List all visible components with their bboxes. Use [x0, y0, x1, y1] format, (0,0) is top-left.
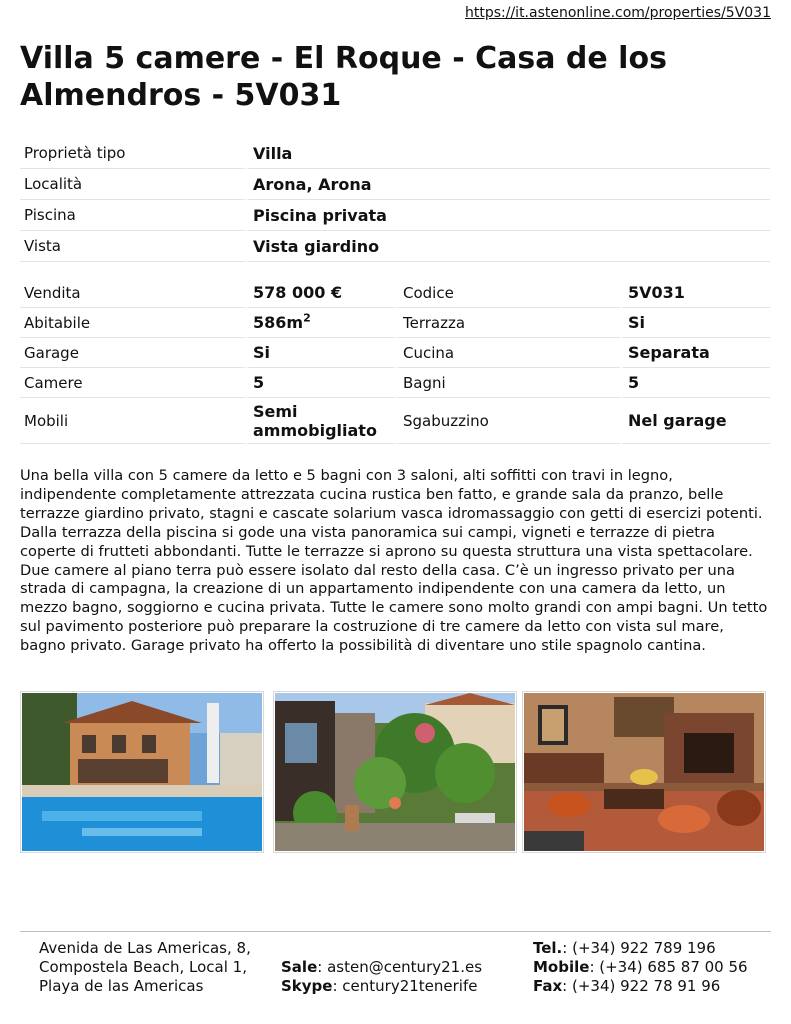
details-row	[20, 398, 770, 444]
mobile-number[interactable]: : (+34) 685 87 00 56	[589, 958, 748, 976]
garage-value: Si	[245, 338, 395, 368]
skype-label: Skype	[281, 977, 333, 995]
abitabile-label: Abitabile	[20, 308, 245, 338]
mobili-value: Semi ammobigliato	[245, 398, 395, 444]
photo-living-room[interactable]	[522, 691, 766, 853]
property-description: Una bella villa con 5 camere da letto e 5 bagni con 3 saloni, alti soffitti con travi in legno, indipendente completamente attrezzata cucina rustica ben fatto, e grande sala da pranzo, belle terrazze giardino privato, stagni e cascate solarium vasca idromassaggio con getti di esercizi potenti. Dalla terrazza della piscina si gode una vista panoramica sui campi, vigneti e terrazze di pietra coperte di frutteti abbondanti. Tutte le terrazze si aprono su questa struttura una vista spettacolare. Due camere al piano terra può essere isolato dal resto della casa. C’è un ingresso privato per una strada di campagna, la creazione di un appartamento indipendente con una camera da letto, un mezzo bagno, soggiorno e cucina privata. Tutte le camere sono molto grandi con ampi bagni. Un tetto sul pavimento posteriore può preparare la costruzione di tre camere da letto con vista sul mare, bagno privato. Garage privato ha offerto la possibilità di diventare uno stile spagnolo cantina.	[20, 467, 768, 655]
sale-email[interactable]: : asten@century21.es	[317, 958, 483, 976]
info-value: Villa	[245, 138, 770, 169]
codice-value: 5V031	[620, 278, 770, 308]
rustic-living-room-image	[524, 693, 764, 851]
tel-label: Tel.	[533, 939, 563, 957]
info-value: Arona, Arona	[245, 169, 770, 200]
sale-contact	[281, 958, 482, 977]
vendita-label: Vendita	[20, 278, 245, 308]
tel-number[interactable]: : (+34) 922 789 196	[562, 939, 716, 957]
info-value: Vista giardino	[245, 231, 770, 262]
info-row	[20, 138, 770, 169]
info-label: Piscina	[20, 200, 245, 231]
skype-contact	[281, 977, 482, 996]
info-label: Località	[20, 169, 245, 200]
property-info-table	[20, 138, 770, 262]
cucina-label: Cucina	[395, 338, 620, 368]
property-details-table	[20, 278, 770, 444]
pool-villa-image	[22, 693, 262, 851]
details-row	[20, 338, 770, 368]
property-url-link[interactable]: https://it.astenonline.com/properties/5V031	[465, 5, 771, 21]
bagni-label: Bagni	[395, 368, 620, 398]
details-row	[20, 278, 770, 308]
cucina-value: Separata	[620, 338, 770, 368]
garden-courtyard-image	[275, 693, 515, 851]
camere-value: 5	[245, 368, 395, 398]
fax-label: Fax	[533, 977, 563, 995]
abitabile-value: 586m	[253, 313, 304, 332]
info-label: Vista	[20, 231, 245, 262]
sgabuzzino-value: Nel garage	[620, 398, 770, 444]
vendita-value: 578 000 €	[245, 278, 395, 308]
info-value: Piscina privata	[245, 200, 770, 231]
skype-handle[interactable]: : century21tenerife	[332, 977, 478, 995]
info-row	[20, 200, 770, 231]
fax-contact	[533, 977, 748, 996]
mobile-label: Mobile	[533, 958, 590, 976]
garage-label: Garage	[20, 338, 245, 368]
address-line: Avenida de Las Americas, 8,	[39, 939, 251, 957]
page-title: Villa 5 camere - El Roque - Casa de los Almendros - 5V031	[20, 41, 667, 113]
sale-label: Sale	[281, 958, 318, 976]
footer-divider	[20, 931, 771, 932]
footer-phones	[533, 939, 748, 996]
footer-contacts	[281, 958, 482, 996]
photo-garden[interactable]	[273, 691, 517, 853]
tel-contact	[533, 939, 748, 958]
address-line: Compostela Beach, Local 1,	[39, 958, 247, 976]
photo-pool[interactable]	[20, 691, 264, 853]
abitabile-cell	[245, 308, 395, 338]
photo-gallery	[20, 691, 770, 855]
mobile-contact	[533, 958, 748, 977]
area-unit-superscript: 2	[303, 311, 311, 325]
bagni-value: 5	[620, 368, 770, 398]
fax-number: : (+34) 922 78 91 96	[562, 977, 721, 995]
mobili-label: Mobili	[20, 398, 245, 444]
address-line: Playa de las Americas	[39, 977, 204, 995]
details-row	[20, 308, 770, 338]
info-row	[20, 231, 770, 262]
sgabuzzino-label: Sgabuzzino	[395, 398, 620, 444]
camere-label: Camere	[20, 368, 245, 398]
details-row	[20, 368, 770, 398]
info-label: Proprietà tipo	[20, 138, 245, 169]
info-row	[20, 169, 770, 200]
terrazza-value: Si	[620, 308, 770, 338]
codice-label: Codice	[395, 278, 620, 308]
footer-address	[39, 939, 251, 996]
terrazza-label: Terrazza	[395, 308, 620, 338]
